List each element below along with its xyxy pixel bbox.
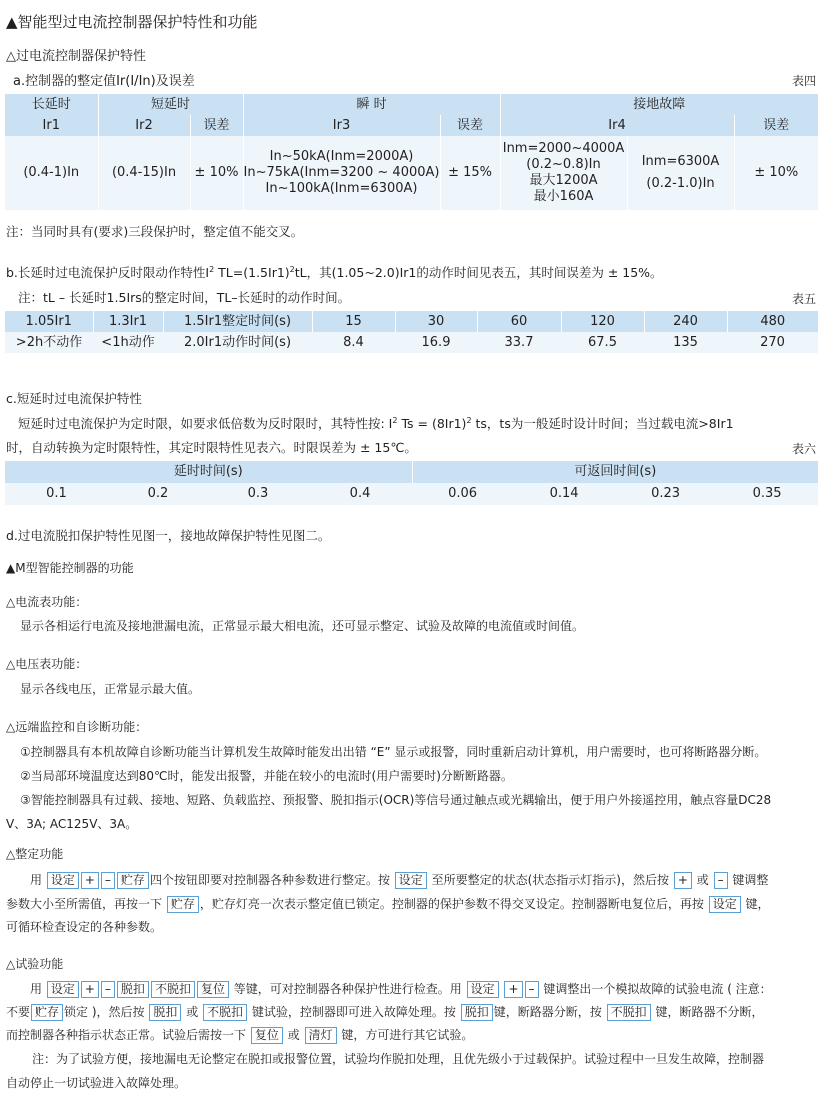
remote-item-1: ①控制器具有本机故障自诊断功能当计算机发生故障时能发出出错 “E” 显示或报警，同时重新启动计算机，用户需要时，也可将断路器分断。 xyxy=(20,745,767,759)
table-row xyxy=(5,461,818,483)
paragraph-c-line1 xyxy=(18,414,734,432)
header-ir2: Ir2 xyxy=(98,115,190,136)
text: 等键，可对控制器各种保护性进行检查。用 xyxy=(233,982,462,996)
cell-line: Inm=2000~4000A xyxy=(502,141,625,156)
text: 键调整 xyxy=(732,873,769,887)
table-cell: 2.0Ir1动作时间(s) xyxy=(163,332,312,353)
table-cell: <1h动作 xyxy=(93,332,163,353)
plus-key: + xyxy=(81,981,99,998)
table-cell: 240 xyxy=(644,311,727,332)
table-cell: 30 xyxy=(395,311,477,332)
cell-line: (0.2-1.0)In xyxy=(646,176,715,191)
store-key: 贮存 xyxy=(117,872,149,889)
superscript: 2 xyxy=(392,415,398,425)
cell-line: In~100kA(Inm=6300A) xyxy=(265,181,418,196)
text: 四个按钮即要对控制器各种参数进行整定。按 xyxy=(149,873,390,887)
table-cell: 270 xyxy=(727,332,818,353)
text: 或 xyxy=(287,1028,300,1042)
text: 参数大小至所需值，再按一下 xyxy=(6,897,163,911)
text: 短延时过电流保护为定时限，如要求低倍数为反时限时，其特性按: I xyxy=(18,416,393,431)
text: TL=(1.5Ir1) xyxy=(214,265,290,280)
table-cell: 1.3Ir1 xyxy=(93,311,163,332)
section-heading: △过电流控制器保护特性 xyxy=(6,49,146,64)
test-heading: △试验功能 xyxy=(6,957,64,971)
text: Ts = (8Ir1) xyxy=(397,416,467,431)
table-5 xyxy=(5,311,818,353)
table-cell: 0.14 xyxy=(513,483,615,505)
voltmeter-heading: △电压表功能： xyxy=(6,657,88,671)
reset-key: 复位 xyxy=(197,981,229,998)
cell-line: 最大1200A xyxy=(529,173,598,188)
m-heading: ▲M型智能控制器的功能 xyxy=(6,561,134,575)
table-cell: 0.06 xyxy=(412,483,513,505)
table-cell: 8.4 xyxy=(312,332,395,353)
paragraph-c-line2: 时，自动转换为定时限特性，其定时限特性见表六。时限误差为 ± 15℃。 xyxy=(6,440,417,455)
text: tL，其(1.05~2.0)Ir1的动作时间见表五，其时间误差为 ± 15%。 xyxy=(294,265,663,280)
cell-line: In~50kA(Inm=2000A) xyxy=(269,149,414,164)
text: 键调整出一个模拟故障的试验电流 ( 注意： xyxy=(543,982,772,996)
header-error: 误差 xyxy=(440,115,500,136)
text: 而控制器各种指示状态正常。试验后需按一下 xyxy=(6,1028,247,1042)
voltmeter-text: 显示各线电压，正常显示最大值。 xyxy=(20,682,201,696)
minus-key: – xyxy=(101,872,115,889)
table-label-5: 表五 xyxy=(791,292,816,306)
table-cell: 0.3 xyxy=(208,483,308,505)
table-cell: 1.05Ir1 xyxy=(5,311,93,332)
cell-ir4-a xyxy=(500,136,627,210)
header-short-delay: 短延时 xyxy=(98,94,243,115)
test-note-line-2: 自动停止一切试验进入故障处理。 xyxy=(6,1076,187,1090)
store-key: 贮存 xyxy=(31,1004,63,1021)
trip-key: 脱扣 xyxy=(117,981,149,998)
text: ts，ts为一般延时设计时间；当过载电流>8Ir1 xyxy=(471,416,734,431)
set-key: 设定 xyxy=(47,872,79,889)
plus-key: + xyxy=(504,981,522,998)
cell-ir3 xyxy=(243,136,440,210)
cell-line: 最小160A xyxy=(533,189,594,204)
setting-line-1 xyxy=(30,871,768,889)
table-cell: 0.4 xyxy=(308,483,412,505)
cell-error: ± 10% xyxy=(190,136,243,210)
superscript: 2 xyxy=(209,264,215,274)
reset-key: 复位 xyxy=(251,1027,283,1044)
cell-line: In~75kA(Inm=3200 ~ 4000A) xyxy=(243,165,440,180)
note-2: 注：tL – 长延时1.5Irs的整定时间，TL–长延时的动作时间。 xyxy=(18,290,351,305)
subsection-c: c.短延时过电流保护特性 xyxy=(6,391,142,406)
minus-key: – xyxy=(714,872,728,889)
set-key: 设定 xyxy=(47,981,79,998)
table-cell: 0.1 xyxy=(5,483,108,505)
test-line-2 xyxy=(6,1003,763,1021)
table-cell: 0.35 xyxy=(716,483,818,505)
table-cell: 15 xyxy=(312,311,395,332)
ammeter-text: 显示各相运行电流及接地泄漏电流，正常显示最大相电流，还可显示整定、试验及故障的电流值或时间值。 xyxy=(20,619,585,633)
text: 至所要整定的状态(状态指示灯指示)，然后按 xyxy=(431,873,669,887)
setting-line-2 xyxy=(6,895,770,913)
test-line-3 xyxy=(6,1026,473,1044)
table-4 xyxy=(5,94,818,210)
table-cell: 1.5Ir1整定时间(s) xyxy=(163,311,312,332)
header-delay-time: 延时时间(s) xyxy=(5,461,412,483)
text: 键试验，控制器即可进入故障处理。按 xyxy=(251,1005,456,1019)
table-row xyxy=(5,332,818,353)
setting-heading: △整定功能 xyxy=(6,847,64,861)
text: 或 xyxy=(696,873,709,887)
set-key: 设定 xyxy=(395,872,427,889)
page-title: ▲智能型过电流控制器保护特性和功能 xyxy=(6,13,258,31)
text: 或 xyxy=(186,1005,199,1019)
plus-key: + xyxy=(81,872,99,889)
minus-key: – xyxy=(101,981,115,998)
text: b.长延时过电流保护反时限动作特性I xyxy=(6,265,210,280)
cell-error: ± 15% xyxy=(440,136,500,210)
clear-light-key: 清灯 xyxy=(305,1027,337,1044)
table-label-6: 表六 xyxy=(791,442,816,456)
text: 不要 xyxy=(6,1005,31,1019)
text: 键，方可进行其它试验。 xyxy=(341,1028,474,1042)
header-error: 误差 xyxy=(734,115,818,136)
text: 键，断路器不分断， xyxy=(655,1005,764,1019)
table-cell: 67.5 xyxy=(561,332,644,353)
note-1: 注：当同时具有(要求)三段保护时，整定值不能交叉。 xyxy=(6,224,304,239)
minus-key: – xyxy=(525,981,539,998)
trip-key: 脱扣 xyxy=(149,1004,181,1021)
cell-line: (0.2~0.8)In xyxy=(526,157,601,172)
table-label-4: 表四 xyxy=(791,74,816,88)
table-cell: 135 xyxy=(644,332,727,353)
table-row xyxy=(5,483,818,505)
table-cell: 0.2 xyxy=(108,483,208,505)
table-cell: 16.9 xyxy=(395,332,477,353)
trip-key: 脱扣 xyxy=(461,1004,493,1021)
table-cell: >2h不动作 xyxy=(5,332,93,353)
remote-item-3-cont: V、3A; AC125V、3A。 xyxy=(6,817,138,831)
table-cell: 33.7 xyxy=(477,332,561,353)
set-key: 设定 xyxy=(709,896,741,913)
subsection-b xyxy=(6,263,663,281)
header-error: 误差 xyxy=(190,115,243,136)
superscript: 2 xyxy=(289,264,295,274)
header-return-time: 可返回时间(s) xyxy=(412,461,818,483)
subsection-d: d.过电流脱扣保护特性见图一，接地故障保护特性见图二。 xyxy=(6,528,331,543)
table-6 xyxy=(5,461,818,505)
header-ir4: Ir4 xyxy=(500,115,734,136)
test-line-1 xyxy=(30,980,772,998)
text: 用 xyxy=(30,873,43,887)
subsection-a: a.控制器的整定值Ir(I/In)及误差 xyxy=(13,74,195,89)
header-ground-fault: 接地故障 xyxy=(500,94,818,115)
table-cell: 480 xyxy=(727,311,818,332)
table-row xyxy=(5,311,818,332)
cell-line: Inm=6300A xyxy=(641,154,720,169)
ammeter-heading: △电流表功能： xyxy=(6,595,88,609)
header-long-delay: 长延时 xyxy=(5,94,98,115)
remote-item-2: ②当局部环境温度达到80℃时，能发出报警，并能在较小的电流时(用户需要时)分断断路器。 xyxy=(20,769,513,783)
text: 用 xyxy=(30,982,43,996)
header-ir1: Ir1 xyxy=(5,115,98,136)
text: 锁定 )，然后按 xyxy=(64,1005,145,1019)
remote-heading: △远端监控和自诊断功能： xyxy=(6,720,148,734)
no-trip-key: 不脱扣 xyxy=(203,1004,247,1021)
set-key: 设定 xyxy=(467,981,499,998)
table-cell: 0.23 xyxy=(615,483,716,505)
test-note-line-1: 注：为了试验方便，接地漏电无论整定在脱扣或报警位置，试验均作脱扣处理，且优先级小于过载保护。试验过程中一旦发生故障，控制器 xyxy=(32,1052,765,1066)
cell-ir1: (0.4-1)In xyxy=(5,136,98,210)
remote-item-3: ③智能控制器具有过载、接地、短路、负载监控、预报警、脱扣指示(OCR)等信号通过触点或光耦输出，便于用户外接遥控用，触点容量DC28 xyxy=(20,793,772,807)
table-cell: 60 xyxy=(477,311,561,332)
superscript: 2 xyxy=(466,415,472,425)
text: 键， xyxy=(745,897,770,911)
plus-key: + xyxy=(674,872,692,889)
cell-ir4-b xyxy=(627,136,734,210)
table-cell: 120 xyxy=(561,311,644,332)
text: ，贮存灯亮一次表示整定值已锁定。控制器的保护参数不得交叉设定。控制器断电复位后，再按 xyxy=(199,897,704,911)
header-instant: 瞬 时 xyxy=(243,94,500,115)
no-trip-key: 不脱扣 xyxy=(607,1004,651,1021)
header-ir3: Ir3 xyxy=(243,115,440,136)
cell-error: ± 10% xyxy=(734,136,818,210)
cell-ir2: (0.4-15)In xyxy=(98,136,190,210)
store-key: 贮存 xyxy=(167,896,199,913)
text: 键，断路器分断，按 xyxy=(493,1005,602,1019)
setting-line-3: 可循环检查设定的各种参数。 xyxy=(6,920,163,934)
no-trip-key: 不脱扣 xyxy=(151,981,195,998)
